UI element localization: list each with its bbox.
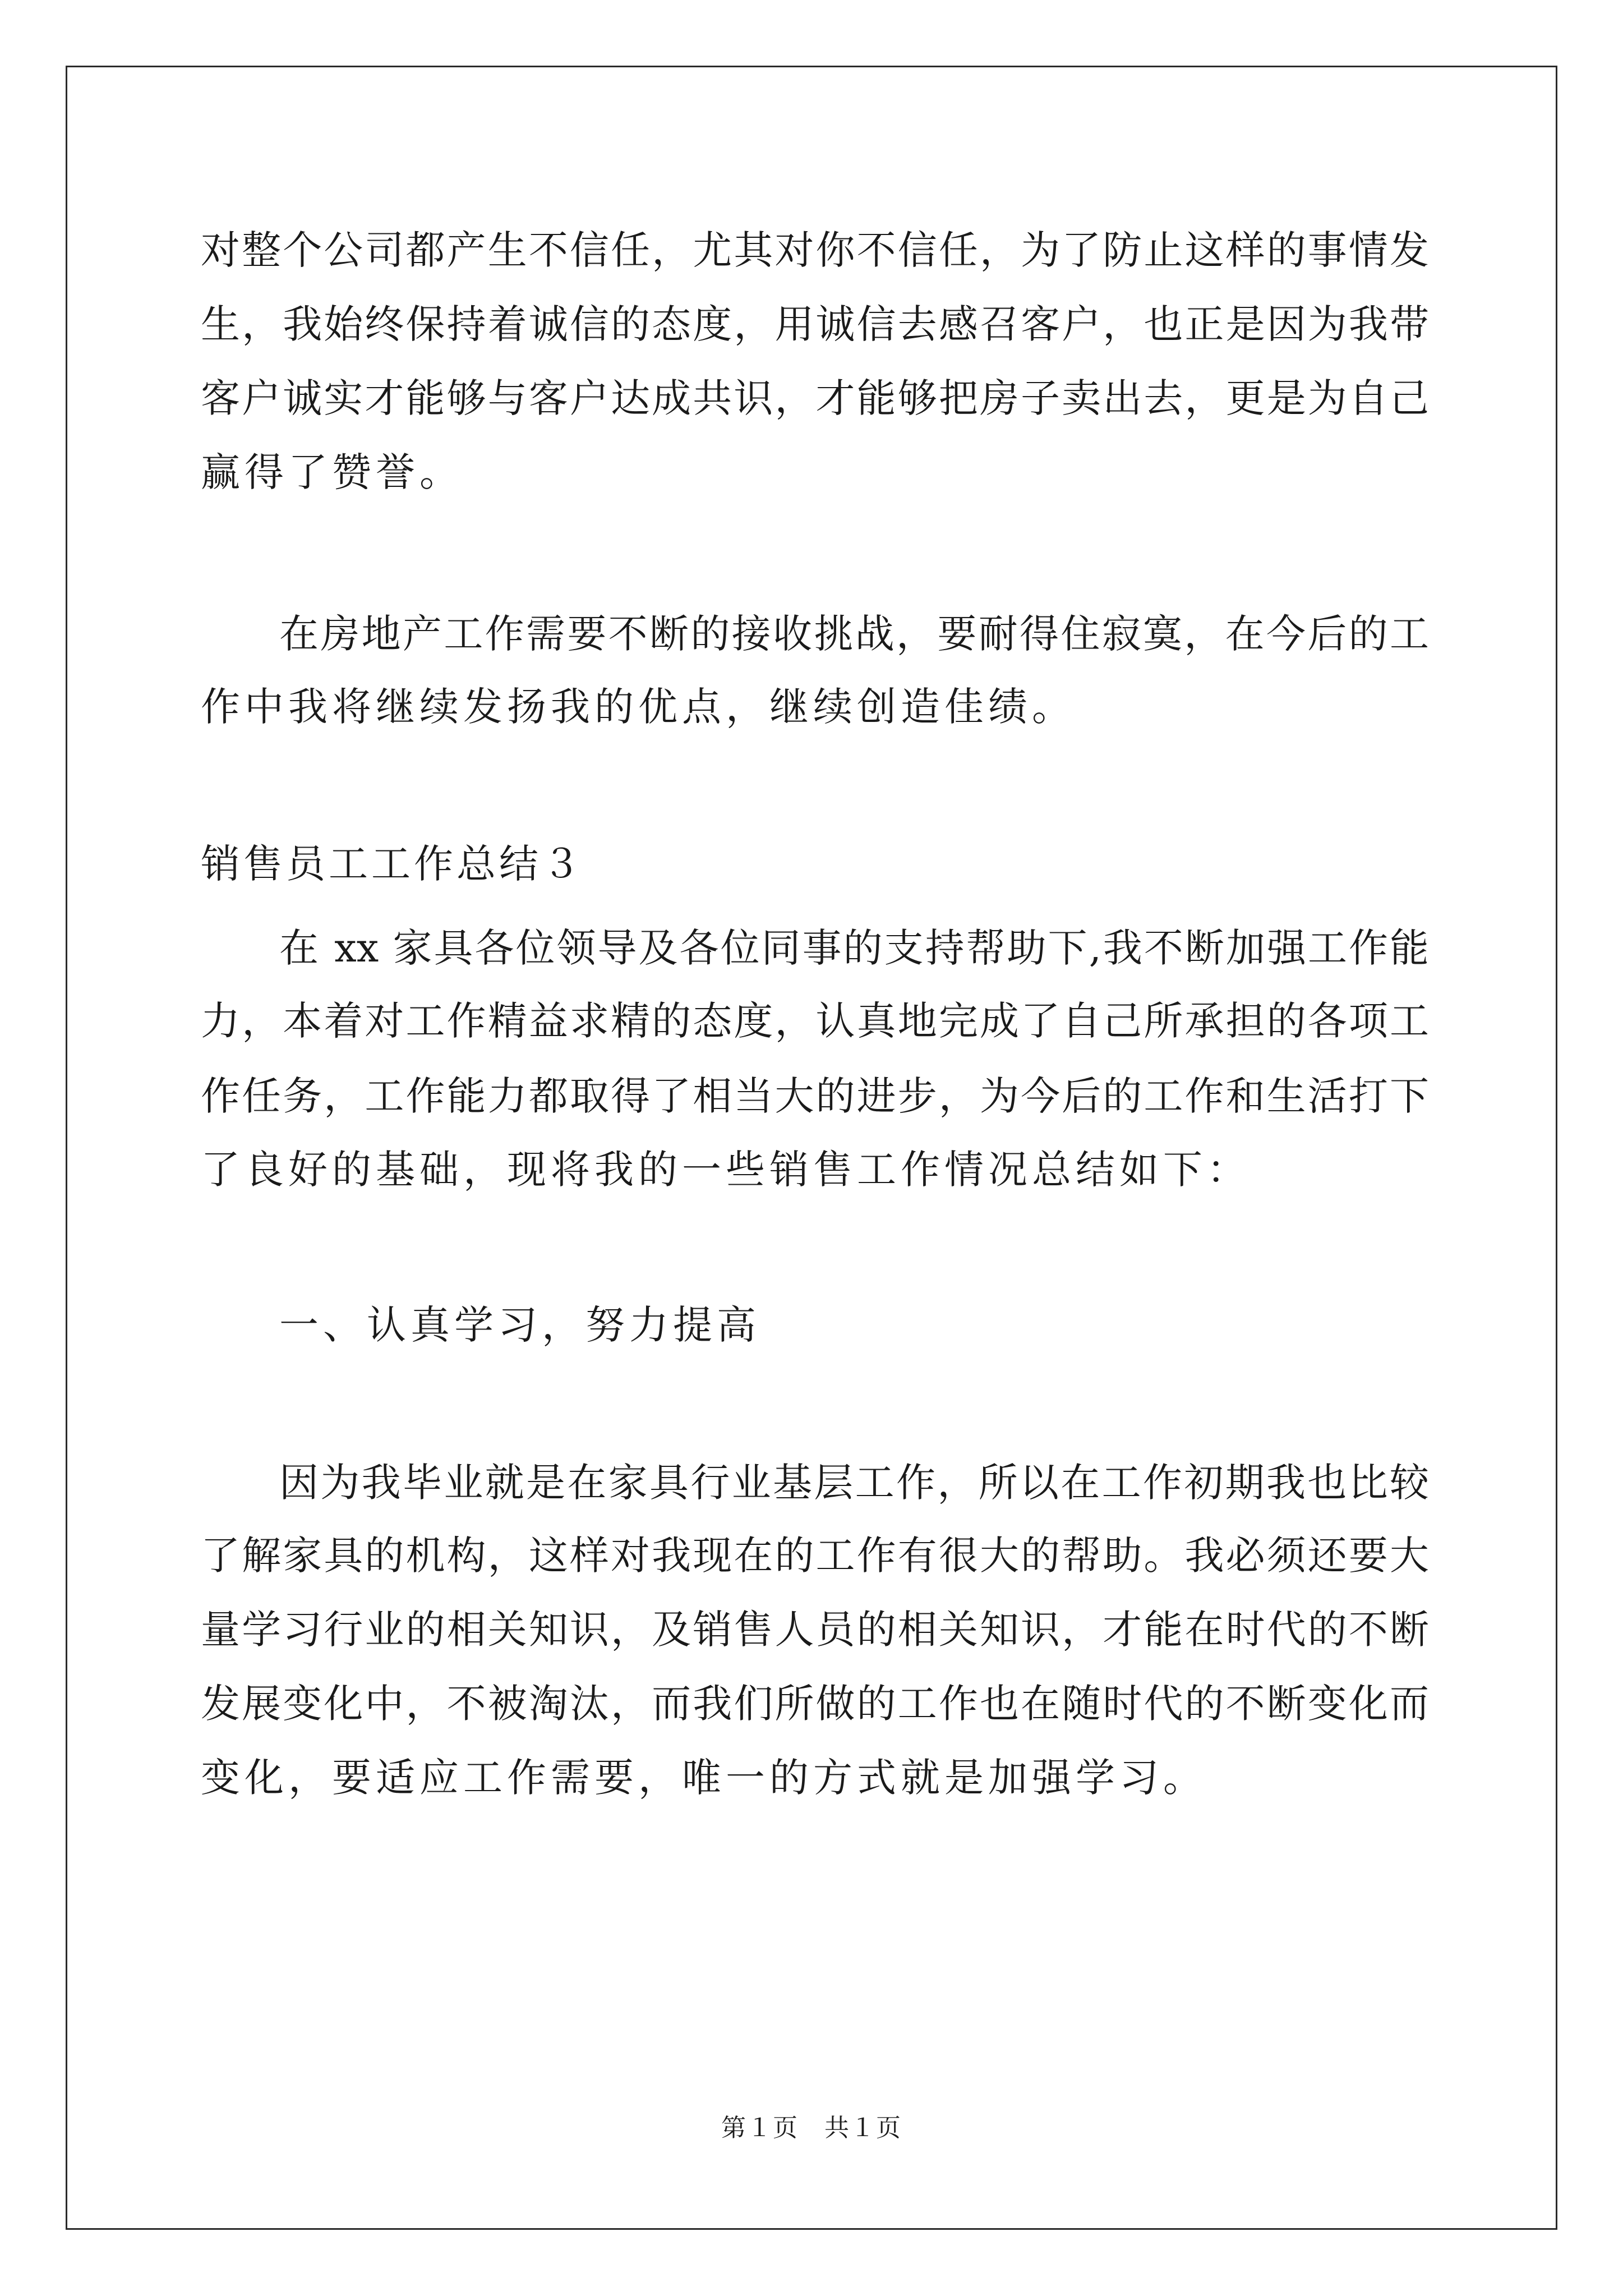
paragraph-line: 在房地产工作需要不断的接收挑战，要耐得住寂寞，在今后的工	[279, 611, 1429, 657]
paragraph-line: 对整个公司都产生不信任，尤其对你不信任，为了防止这样的事情发	[201, 227, 1429, 273]
paragraph-line: 了良好的基础，现将我的一些销售工作情况总结如下：	[201, 1147, 1251, 1193]
page-footer: 第１页 共１页	[721, 2114, 902, 2142]
paragraph-line: 赢得了赞誉。	[201, 449, 463, 495]
paragraph-line: 客户诚实才能够与客户达成共识，才能够把房子卖出去，更是为自己	[201, 375, 1429, 421]
paragraph-line: 因为我毕业就是在家具行业基层工作，所以在工作初期我也比较	[279, 1460, 1429, 1506]
paragraph-line: 发展变化中，不被淘汰，而我们所做的工作也在随时代的不断变化而	[201, 1681, 1429, 1727]
paragraph-line: 量学习行业的相关知识，及销售人员的相关知识，才能在时代的不断	[201, 1607, 1429, 1653]
subsection-heading: 一、认真学习，努力提高	[279, 1302, 760, 1348]
paragraph-line: 作任务，工作能力都取得了相当大的进步，为今后的工作和生活打下	[201, 1073, 1429, 1119]
section-heading: 销售员工工作总结３	[201, 841, 584, 887]
paragraph-line: 变化，要适应工作需要，唯一的方式就是加强学习。	[201, 1755, 1207, 1801]
paragraph-line: 作中我将继续发扬我的优点，继续创造佳绩。	[201, 684, 1076, 730]
paragraph-line: 在 xx 家具各位领导及各位同事的支持帮助下,我不断加强工作能	[279, 925, 1429, 971]
paragraph-line: 力，本着对工作精益求精的态度，认真地完成了自己所承担的各项工	[201, 998, 1429, 1044]
paragraph-line: 了解家具的机构，这样对我现在的工作有很大的帮助。我必须还要大	[201, 1533, 1429, 1579]
paragraph-line: 生，我始终保持着诚信的态度，用诚信去感召客户，也正是因为我带	[201, 301, 1429, 347]
